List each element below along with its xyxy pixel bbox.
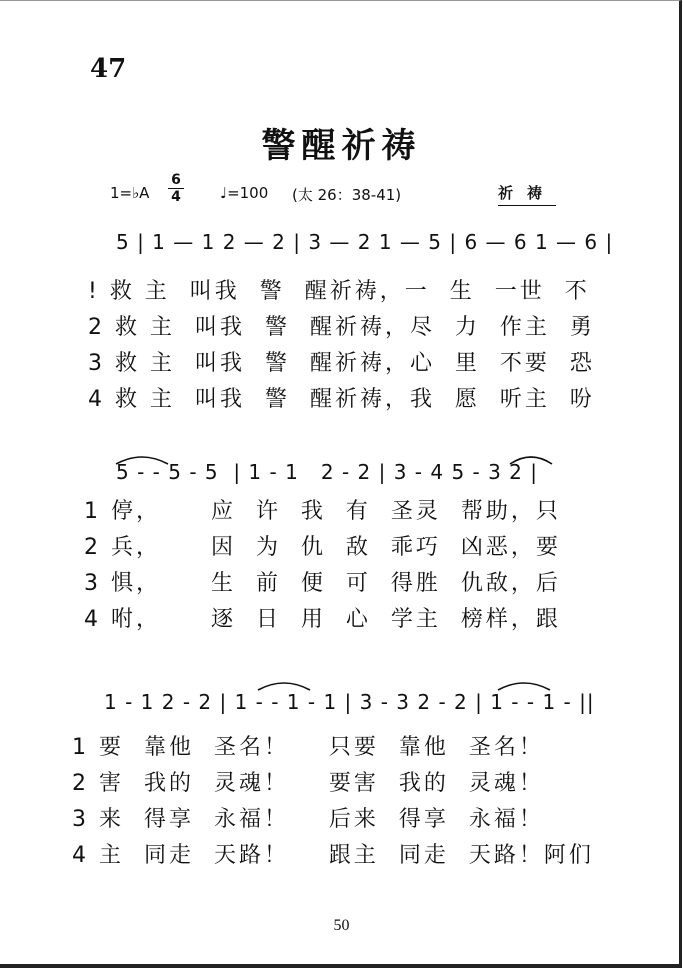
verse-line-1: 1 要 靠他 圣名！ 只要 靠他 圣名！ xyxy=(72,735,544,760)
hymn-category: 祈祷 xyxy=(498,182,556,206)
notation-line: 5 - - 5 - 5 | 1 - 1 2 - 2 | 3 - 4 5 - 3 2 | xyxy=(116,460,539,484)
scripture-reference: (太 26：38-41) xyxy=(292,186,402,204)
header-info xyxy=(110,172,580,212)
notation-line: 5 | 1 — 1 2 — 2 | 3 — 2 1 — 5 | 6 — 6 1 — 6 | xyxy=(116,230,614,254)
verse-line-2: 2 害 我的 灵魂！ 要害 我的 灵魂！ xyxy=(72,771,544,796)
verse-line-2: 2 救 主 叫我 警 醒祈祷，尽 力 作主 勇 xyxy=(88,315,595,340)
verse-line-1: ! 救 主 叫我 警 醒祈祷，一 生 一世 不 xyxy=(88,279,590,304)
verse-line-4: 4 主 同走 天路！ 跟主 同走 天路！阿们 xyxy=(72,843,594,868)
time-signature-denominator: 4 xyxy=(171,189,181,205)
verse-line-4: 4 咐， 逐 日 用 心 学主 榜样，跟 xyxy=(84,607,561,632)
hymn-title: 警醒祈祷 xyxy=(261,126,422,166)
key-signature: 1=♭A xyxy=(110,184,150,202)
verse-line-4: 4 救 主 叫我 警 醒祈祷，我 愿 听主 吩 xyxy=(88,387,595,412)
verse-line-3: 3 救 主 叫我 警 醒祈祷，心 里 不要 恐 xyxy=(88,351,595,376)
verse-line-2: 2 兵， 因 为 仇 敌 乖巧 凶恶，要 xyxy=(84,535,561,560)
time-signature-numerator: 6 xyxy=(168,172,184,189)
page-number: 50 xyxy=(333,917,350,934)
verse-line-3: 3 来 得享 永福！ 后来 得享 永福！ xyxy=(72,807,544,832)
tempo-marking: ♩=100 xyxy=(220,184,269,202)
time-signature xyxy=(168,172,184,205)
hymn-number: 47 xyxy=(90,54,127,84)
verse-line-1: 1 停， 应 许 我 有 圣灵 帮助，只 xyxy=(84,499,561,524)
notation-line: 1 - 1 2 - 2 | 1 - - 1 - 1 | 3 - 3 2 - 2 | 1 - - 1 - || xyxy=(104,690,595,714)
verse-line-3: 3 惧， 生 前 便 可 得胜 仇敌，后 xyxy=(84,571,561,596)
